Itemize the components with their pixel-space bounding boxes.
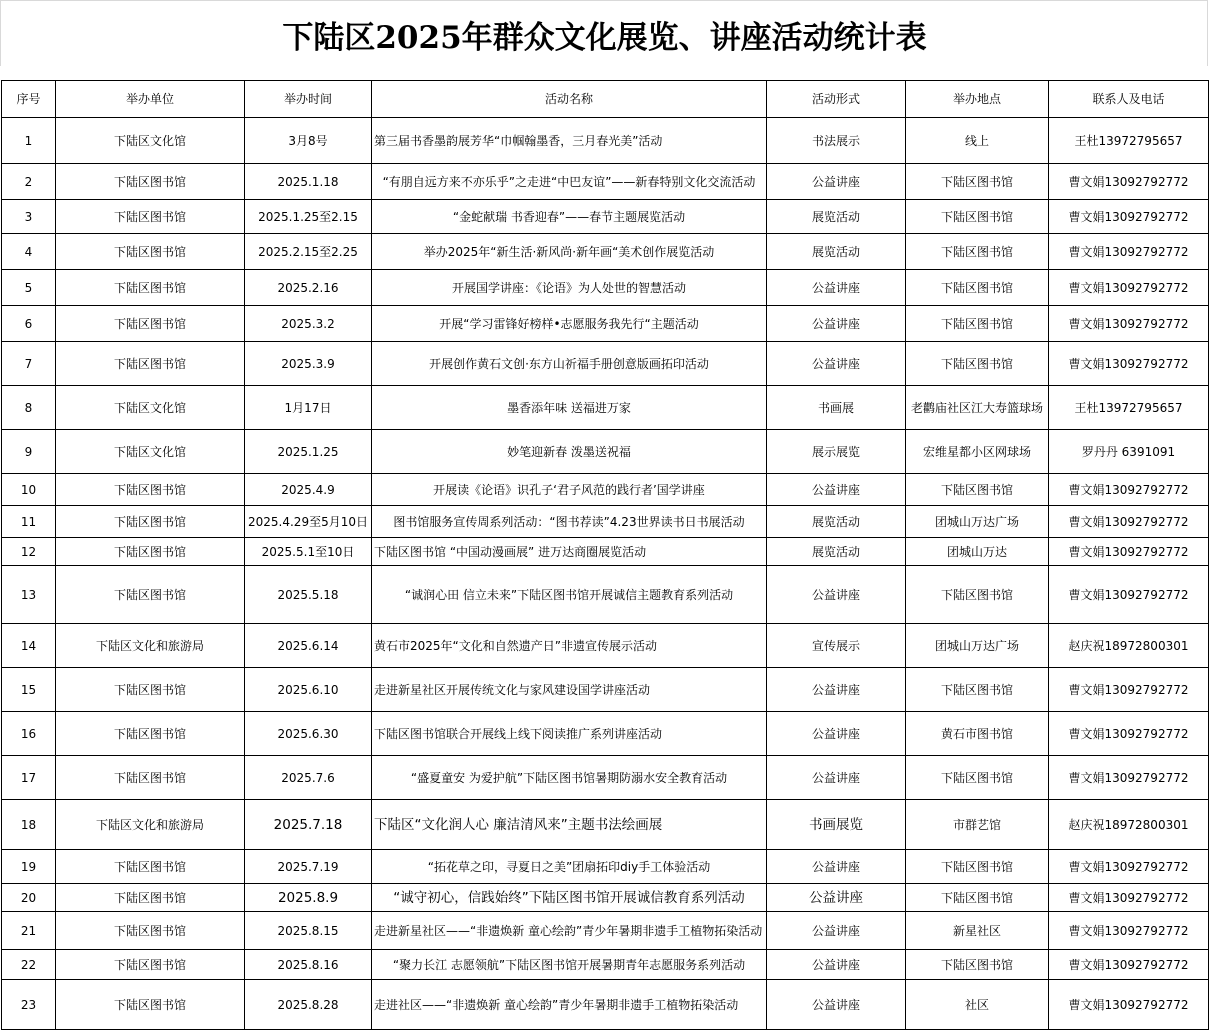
time-cell: 2025.8.15 [245,912,372,950]
time-cell: 2025.2.15至2.25 [245,234,372,270]
activity-form-cell: 公益讲座 [767,884,906,912]
activity-form-cell: 公益讲座 [767,566,906,624]
contact-cell: 曹文娟13092792772 [1049,884,1209,912]
activity-name-cell: 黄石市2025年“文化和自然遗产日”非遗宣传展示活动 [372,624,767,668]
location-cell: 下陆区图书馆 [906,306,1049,342]
time-cell: 2025.7.6 [245,756,372,800]
header-cell: 序号 [2,81,56,118]
organizer-cell: 下陆区图书馆 [56,506,245,538]
activity-name-cell: 下陆区图书馆联合开展线上线下阅读推广系列讲座活动 [372,712,767,756]
location-cell: 下陆区图书馆 [906,850,1049,884]
activity-name-cell: “金蛇献瑞 书香迎春”——春节主题展览活动 [372,200,767,234]
organizer-cell: 下陆区图书馆 [56,756,245,800]
activity-name-cell: 图书馆服务宣传周系列活动：“图书荐读”4.23世界读书日书展活动 [372,506,767,538]
activity-name-cell: 第三届书香墨韵展芳华“巾帼翰墨香，三月春光美”活动 [372,118,767,164]
activity-form-cell: 展览活动 [767,200,906,234]
location-cell: 下陆区图书馆 [906,342,1049,386]
organizer-cell: 下陆区图书馆 [56,980,245,1030]
header-row [2,81,1209,118]
table-row [2,164,1209,200]
time-cell: 2025.6.14 [245,624,372,668]
time-cell: 2025.1.18 [245,164,372,200]
location-cell: 下陆区图书馆 [906,200,1049,234]
activity-form-cell: 展览活动 [767,234,906,270]
row-number-cell: 17 [2,756,56,800]
table-row [2,624,1209,668]
organizer-cell: 下陆区图书馆 [56,200,245,234]
table-row [2,756,1209,800]
activity-name-cell: 走进新星社区开展传统文化与家风建设国学讲座活动 [372,668,767,712]
row-number-cell: 22 [2,950,56,980]
time-cell: 2025.3.2 [245,306,372,342]
activity-name-cell: “诚润心田 信立未来”下陆区图书馆开展诚信主题教育系列活动 [372,566,767,624]
location-cell: 下陆区图书馆 [906,950,1049,980]
time-cell: 2025.8.28 [245,980,372,1030]
location-cell: 团城山万达广场 [906,624,1049,668]
location-cell: 下陆区图书馆 [906,234,1049,270]
row-number-cell: 8 [2,386,56,430]
contact-cell: 曹文娟13092792772 [1049,164,1209,200]
organizer-cell: 下陆区文化和旅游局 [56,800,245,850]
table-row [2,668,1209,712]
location-cell: 黄石市图书馆 [906,712,1049,756]
contact-cell: 曹文娟13092792772 [1049,712,1209,756]
organizer-cell: 下陆区文化馆 [56,118,245,164]
contact-cell: 赵庆祝18972800301 [1049,800,1209,850]
row-number-cell: 19 [2,850,56,884]
location-cell: 下陆区图书馆 [906,164,1049,200]
location-cell: 下陆区图书馆 [906,756,1049,800]
activity-form-cell: 公益讲座 [767,270,906,306]
header-cell: 举办地点 [906,81,1049,118]
location-cell: 下陆区图书馆 [906,270,1049,306]
activity-form-cell: 公益讲座 [767,712,906,756]
organizer-cell: 下陆区图书馆 [56,306,245,342]
header-cell: 联系人及电话 [1049,81,1209,118]
contact-cell: 曹文娟13092792772 [1049,850,1209,884]
activity-form-cell: 公益讲座 [767,668,906,712]
organizer-cell: 下陆区图书馆 [56,164,245,200]
header-cell: 举办时间 [245,81,372,118]
activity-name-cell: “盛夏童安 为爱护航”下陆区图书馆暑期防溺水安全教育活动 [372,756,767,800]
page-title: 下陆区2025年群众文化展览、讲座活动统计表 [282,19,927,56]
table-row [2,234,1209,270]
location-cell: 下陆区图书馆 [906,668,1049,712]
contact-cell: 罗丹丹 6391091 [1049,430,1209,474]
location-cell: 社区 [906,980,1049,1030]
table-row [2,850,1209,884]
location-cell: 市群艺馆 [906,800,1049,850]
organizer-cell: 下陆区图书馆 [56,474,245,506]
contact-cell: 曹文娟13092792772 [1049,306,1209,342]
activity-name-cell: 走进社区——“非遗焕新 童心绘韵”青少年暑期非遗手工植物拓染活动 [372,980,767,1030]
table-row [2,912,1209,950]
row-number-cell: 12 [2,538,56,566]
organizer-cell: 下陆区图书馆 [56,884,245,912]
time-cell: 2025.7.18 [245,800,372,850]
time-cell: 2025.7.19 [245,850,372,884]
contact-cell: 曹文娟13092792772 [1049,200,1209,234]
activity-form-cell: 书法展示 [767,118,906,164]
table-row [2,566,1209,624]
organizer-cell: 下陆区图书馆 [56,950,245,980]
table-row [2,950,1209,980]
activity-name-cell: 开展“学习雷锋好榜样•志愿服务我先行“主题活动 [372,306,767,342]
contact-cell: 曹文娟13092792772 [1049,538,1209,566]
activity-form-cell: 公益讲座 [767,474,906,506]
row-number-cell: 18 [2,800,56,850]
contact-cell: 王杜13972795657 [1049,118,1209,164]
row-number-cell: 7 [2,342,56,386]
time-cell: 2025.5.1至10日 [245,538,372,566]
activity-name-cell: “诚守初心，信践始终”下陆区图书馆开展诚信教育系列活动 [372,884,767,912]
row-number-cell: 13 [2,566,56,624]
activity-name-cell: “聚力长江 志愿领航”下陆区图书馆开展暑期青年志愿服务系列活动 [372,950,767,980]
activity-name-cell: 举办2025年“新生活·新风尚·新年画“美术创作展览活动 [372,234,767,270]
contact-cell: 曹文娟13092792772 [1049,474,1209,506]
activity-form-cell: 公益讲座 [767,950,906,980]
table-row [2,430,1209,474]
row-number-cell: 2 [2,164,56,200]
activity-form-cell: 公益讲座 [767,756,906,800]
time-cell: 1月17日 [245,386,372,430]
activity-form-cell: 公益讲座 [767,164,906,200]
table-row [2,884,1209,912]
table-row [2,118,1209,164]
row-number-cell: 14 [2,624,56,668]
time-cell: 2025.6.10 [245,668,372,712]
activity-form-cell: 宣传展示 [767,624,906,668]
organizer-cell: 下陆区图书馆 [56,270,245,306]
organizer-cell: 下陆区图书馆 [56,538,245,566]
row-number-cell: 20 [2,884,56,912]
activity-table [1,80,1209,1030]
activity-name-cell: “拓花草之印，寻夏日之美”团扇拓印diy手工体验活动 [372,850,767,884]
contact-cell: 曹文娟13092792772 [1049,980,1209,1030]
row-number-cell: 5 [2,270,56,306]
contact-cell: 王杜13972795657 [1049,386,1209,430]
activity-name-cell: 下陆区图书馆 “中国动漫画展” 进万达商圈展览活动 [372,538,767,566]
header-cell: 活动形式 [767,81,906,118]
activity-form-cell: 书画展 [767,386,906,430]
organizer-cell: 下陆区图书馆 [56,850,245,884]
location-cell: 老鹳庙社区江大寿篮球场 [906,386,1049,430]
activity-form-cell: 公益讲座 [767,980,906,1030]
row-number-cell: 11 [2,506,56,538]
table-row [2,800,1209,850]
activity-name-cell: 墨香添年味 送福进万家 [372,386,767,430]
location-cell: 下陆区图书馆 [906,474,1049,506]
time-cell: 2025.8.16 [245,950,372,980]
table-row [2,306,1209,342]
contact-cell: 曹文娟13092792772 [1049,234,1209,270]
activity-form-cell: 展示展览 [767,430,906,474]
activity-form-cell: 书画展览 [767,800,906,850]
activity-form-cell: 公益讲座 [767,850,906,884]
row-number-cell: 1 [2,118,56,164]
row-number-cell: 9 [2,430,56,474]
location-cell: 新星社区 [906,912,1049,950]
contact-cell: 曹文娟13092792772 [1049,912,1209,950]
activity-name-cell: 开展读《论语》识孔子‘君子风范的践行者’国学讲座 [372,474,767,506]
row-number-cell: 3 [2,200,56,234]
table-row [2,386,1209,430]
time-cell: 2025.4.9 [245,474,372,506]
table-row [2,342,1209,386]
organizer-cell: 下陆区图书馆 [56,712,245,756]
row-number-cell: 16 [2,712,56,756]
time-cell: 2025.2.16 [245,270,372,306]
row-number-cell: 4 [2,234,56,270]
activity-name-cell: “有朋自远方来不亦乐乎”之走进“中巴友谊”——新春特别文化交流活动 [372,164,767,200]
time-cell: 2025.8.9 [245,884,372,912]
activity-name-cell: 妙笔迎新春 泼墨送祝福 [372,430,767,474]
organizer-cell: 下陆区图书馆 [56,234,245,270]
time-cell: 2025.4.29至5月10日 [245,506,372,538]
contact-cell: 曹文娟13092792772 [1049,950,1209,980]
organizer-cell: 下陆区文化馆 [56,430,245,474]
contact-cell: 曹文娟13092792772 [1049,342,1209,386]
time-cell: 2025.6.30 [245,712,372,756]
location-cell: 宏维星都小区网球场 [906,430,1049,474]
location-cell: 下陆区图书馆 [906,884,1049,912]
contact-cell: 曹文娟13092792772 [1049,506,1209,538]
contact-cell: 曹文娟13092792772 [1049,756,1209,800]
organizer-cell: 下陆区图书馆 [56,912,245,950]
table-row [2,980,1209,1030]
activity-form-cell: 展览活动 [767,538,906,566]
organizer-cell: 下陆区文化和旅游局 [56,624,245,668]
row-number-cell: 21 [2,912,56,950]
location-cell: 下陆区图书馆 [906,566,1049,624]
table-row [2,200,1209,234]
contact-cell: 赵庆祝18972800301 [1049,624,1209,668]
time-cell: 2025.3.9 [245,342,372,386]
time-cell: 2025.1.25 [245,430,372,474]
organizer-cell: 下陆区图书馆 [56,566,245,624]
activity-name-cell: 开展创作黄石文创·东方山祈福手册创意版画拓印活动 [372,342,767,386]
row-number-cell: 15 [2,668,56,712]
time-cell: 3月8号 [245,118,372,164]
row-number-cell: 23 [2,980,56,1030]
table-row [2,474,1209,506]
row-number-cell: 6 [2,306,56,342]
organizer-cell: 下陆区图书馆 [56,668,245,712]
header-cell: 活动名称 [372,81,767,118]
activity-name-cell: 开展国学讲座：《论语》为人处世的智慧活动 [372,270,767,306]
activity-form-cell: 公益讲座 [767,342,906,386]
table-row [2,270,1209,306]
location-cell: 团城山万达广场 [906,506,1049,538]
activity-form-cell: 公益讲座 [767,306,906,342]
table-row [2,712,1209,756]
time-cell: 2025.5.18 [245,566,372,624]
organizer-cell: 下陆区图书馆 [56,342,245,386]
table-row [2,538,1209,566]
contact-cell: 曹文娟13092792772 [1049,566,1209,624]
header-cell: 举办单位 [56,81,245,118]
location-cell: 团城山万达 [906,538,1049,566]
contact-cell: 曹文娟13092792772 [1049,668,1209,712]
contact-cell: 曹文娟13092792772 [1049,270,1209,306]
activity-form-cell: 公益讲座 [767,912,906,950]
organizer-cell: 下陆区文化馆 [56,386,245,430]
activity-name-cell: 下陆区“文化润人心 廉洁清风来”主题书法绘画展 [372,800,767,850]
table-row [2,506,1209,538]
activity-name-cell: 走进新星社区——“非遗焕新 童心绘韵”青少年暑期非遗手工植物拓染活动 [372,912,767,950]
time-cell: 2025.1.25至2.15 [245,200,372,234]
row-number-cell: 10 [2,474,56,506]
location-cell: 线上 [906,118,1049,164]
activity-form-cell: 展览活动 [767,506,906,538]
